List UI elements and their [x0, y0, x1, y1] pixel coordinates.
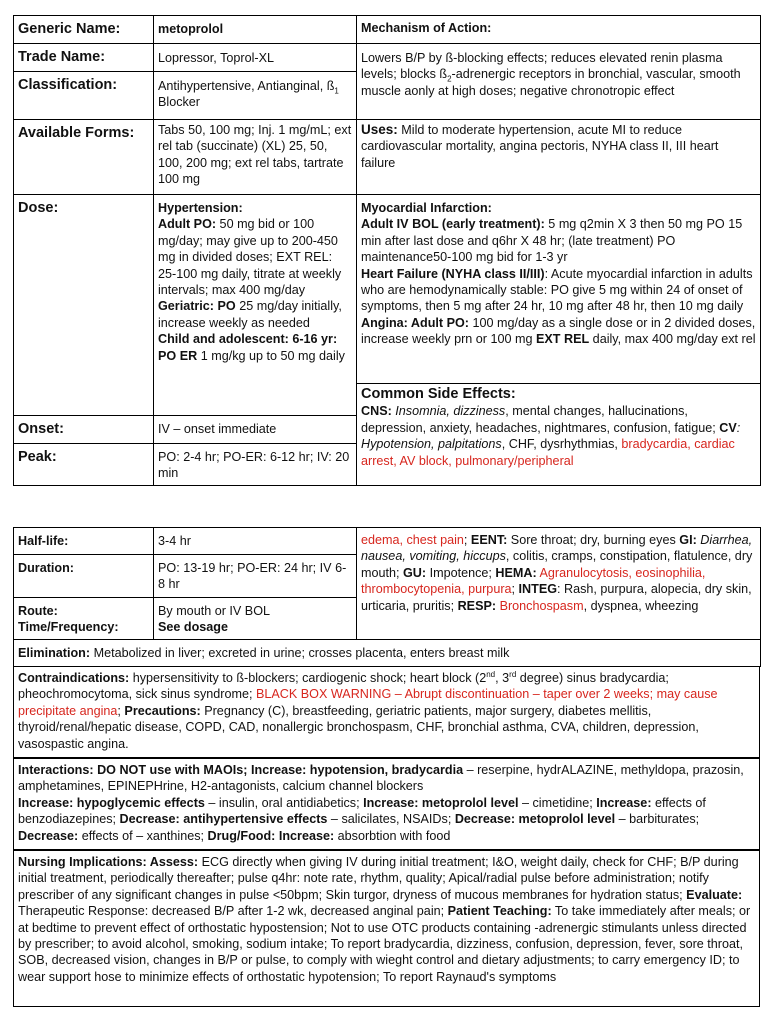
angina-label: Angina: Adult PO:: [361, 315, 469, 330]
angina-text-a: 100 mg/day as a single dose or in 2 divided doses, increase weekly prn or 100 mg: [361, 315, 756, 347]
mechanism-text: [357, 44, 761, 120]
interactions-text-3: – cimetidine;: [518, 795, 597, 810]
route-label: Route: Time/Frequency:: [14, 598, 154, 640]
adult-iv-label: Adult IV BOL (early treatment):: [361, 217, 545, 232]
contraindications-box: [13, 666, 760, 758]
cv-text: , CHF, dysrhythmias,: [501, 437, 622, 452]
generic-name-label: Generic Name:: [14, 16, 154, 44]
elimination-text: Metabolized in liver; excreted in urine; crosses placenta, enters breast milk: [90, 646, 510, 660]
sup-rd: rd: [509, 669, 517, 679]
interactions-label: Interactions: DO NOT use with MAOIs; Increase: hypotension, bradycardia: [18, 763, 464, 777]
uses-label: Uses:: [361, 122, 398, 137]
duration-value: PO: 13-19 hr; PO-ER: 24 hr; IV 6-8 hr: [154, 555, 357, 598]
mechanism-label: Mechanism of Action:: [357, 16, 761, 44]
available-forms-value: Tabs 50, 100 mg; Inj. 1 mg/mL; ext rel tab (succinate) (XL) 25, 50, 100, 200 mg; ext rel tabs, tartrate 100 mg: [154, 120, 357, 195]
interactions-label-4: Increase:: [596, 795, 652, 810]
contraindications-text-3: degree) sinus bradycardia; pheochromocytoma, sick sinus syndrome;: [18, 671, 669, 702]
common-side-effects-label: Common Side Effects:: [361, 386, 516, 402]
resp-red: Bronchospasm: [496, 598, 584, 613]
dose-child: [158, 331, 352, 364]
elimination-row: [14, 640, 761, 667]
classification-label: Classification:: [14, 72, 154, 120]
uses-text: Mild to moderate hypertension, acute MI to reduce cardiovascular mortality, angina pectoris, NYHA class II, III heart failure: [361, 123, 719, 170]
interactions-label-7: Decrease:: [18, 828, 79, 843]
black-box-warning: BLACK BOX WARNING – Abrupt discontinuation – taper over 2 weeks; may cause precipitate angina: [18, 687, 718, 718]
gu-text: Impotence;: [426, 565, 496, 580]
patient-teaching-text: To take immediately after meals; or at bedtime to prevent effect of orthostatic hypostension; Not to use OTC products containing -adrenergic stimulants unless directed by prescriber; to avoid alcohol, smoking, sodium intake; To report bradycardia, dizziness, confusion, depression, fever, sore throat, SOB, decreased vision, changes in B/P or pulse, to comply with wieght control and dietary adjustments; to carry emergency ID; to wear support hose to minimize effects of orthostatic hypotension; To report Raynaud's symptoms: [18, 904, 751, 984]
classification-sub: 1: [334, 86, 339, 96]
adult-iv-text: 5 mg q2min X 3 then 50 mg PO 15 min after last dose and q6hr X 48 hr; (late treatment) PO maintenance50-100 mg bid for 1-3 yr: [361, 217, 743, 265]
classification-text-b: Blocker: [158, 95, 200, 110]
precautions-label: Precautions:: [124, 703, 201, 718]
contraindications-text-1: hypersensitivity to ß-blockers; cardiogenic shock; heart block (2: [129, 671, 487, 685]
nursing-evaluate-label: Evaluate:: [686, 887, 743, 902]
interactions-text-1: – reserpine, hydrALAZINE, methyldopa, prazosin, amphetamines, EPINEPHrine, H2-antagonists, calcium channel blockers: [18, 763, 744, 794]
onset-value: IV – onset immediate: [154, 416, 357, 444]
interactions-label-2: Increase: hypoglycemic effects: [18, 795, 205, 810]
hypertension-heading: Hypertension:: [158, 201, 243, 215]
cns-label: CNS:: [361, 404, 392, 419]
dose-heart-failure: [361, 266, 756, 315]
classification-value: [154, 72, 357, 120]
dose-adult-po: [158, 216, 352, 298]
integ-text: : Rash, purpura, alopecia, dry skin, urticaria, pruritis;: [361, 582, 752, 613]
dose-left: [154, 195, 357, 416]
drug-card-middle: [13, 527, 761, 667]
adult-po-text: 50 mg bid or 100 mg/day; may give up to 200-450 mg in divided doses; EXT REL: 25-100 mg daily, titrate at weekly intervals; max 400 mg/day: [158, 217, 342, 298]
contraindications-label: Contraindications:: [18, 671, 130, 685]
trade-name-value: Lopressor, Toprol-XL: [154, 44, 357, 72]
drug-card-top: [13, 15, 761, 486]
resp-label: RESP:: [457, 598, 497, 613]
interactions-label-5: Decrease: antihypertensive effects: [119, 812, 328, 827]
common-side-effects-cell: [357, 384, 761, 486]
peak-label: Peak:: [14, 444, 154, 486]
integ-label: INTEG: [518, 582, 558, 597]
drug-food-text: absorbtion with food: [334, 828, 451, 843]
half-life-value: 3-4 hr: [154, 528, 357, 555]
gi-text: , colitis, cramps, constipation, flatulence, dry mouth;: [361, 549, 753, 580]
adult-po-label: Adult PO:: [158, 217, 217, 232]
resp-text: , dyspnea, wheezing: [583, 598, 699, 613]
hema-red: Agranulocytosis, eosinophilia, thrombocytopenia, purpura: [361, 565, 706, 597]
cns-italic: Insomnia, dizziness: [391, 404, 506, 419]
patient-teaching-label: Patient Teaching:: [447, 904, 552, 919]
available-forms-label: Available Forms:: [14, 120, 154, 195]
angina-text-b: daily, max 400 mg/day ext rel: [589, 332, 756, 347]
edema-red: edema, chest pain: [361, 533, 464, 547]
contraindications-sep: ;: [117, 703, 125, 718]
gu-label: GU:: [403, 565, 427, 580]
se-sep-1: ;: [463, 533, 471, 547]
duration-label: Duration:: [14, 555, 154, 598]
side-effects-continued: [357, 528, 761, 640]
sup-nd: nd: [486, 669, 496, 679]
interactions-label-3: Increase: metoprolol level: [363, 795, 519, 810]
elimination-label: Elimination:: [18, 646, 91, 660]
route-see-dosage: See dosage: [158, 620, 228, 635]
interactions-text-7: effects of – xanthines;: [78, 828, 208, 843]
contraindications-text-2: , 3: [495, 671, 510, 685]
hf-label: Heart Failure (NYHA class II/III): [361, 266, 545, 281]
hema-label: HEMA:: [495, 565, 537, 580]
interactions-box: [13, 758, 760, 850]
dose-right: [357, 195, 761, 384]
cns-text: , mental changes, hallucinations, depression, anxiety, headaches, nightmares, confusion, fatigue;: [361, 404, 720, 435]
dose-geriatric: [158, 298, 352, 331]
trade-name-label: Trade Name:: [14, 44, 154, 72]
gi-italic: Diarrhea, nausea, vomiting, hiccups: [361, 533, 753, 564]
dose-label: Dose:: [14, 195, 154, 416]
side-effects-text: [361, 404, 740, 467]
interactions-label-6: Decrease: metoprolol level: [454, 812, 616, 827]
dose-adult-iv: [361, 216, 756, 265]
hf-text: : Acute myocardial infarction in adults who are hemodynamically stable: PO give 5 mg within 24 of onset of symptoms, then 5 mg after 24 hr, 10 mg after 48 hr, then 10 mg daily: [361, 266, 753, 314]
onset-label: Onset:: [14, 416, 154, 444]
geriatric-label: Geriatric: PO: [158, 299, 236, 314]
uses-cell: [357, 120, 761, 195]
precautions-text: Pregnancy (C), breastfeeding, geriatric patients, major surgery, diabetes mellitis, thyroid/renal/hepatic disease, COPD, CAD, nonallergic bronchospasm, CHF, bronchial asthma, CVA, children, depression, vasospastic angina.: [18, 703, 699, 751]
route-value: [154, 598, 357, 640]
interactions-text-6: – barbiturates;: [615, 812, 700, 827]
mi-heading: Myocardial Infarction:: [361, 201, 492, 215]
drug-food-label: Drug/Food: Increase:: [207, 828, 335, 843]
peak-value: PO: 2-4 hr; PO-ER: 6-12 hr; IV: 20 min: [154, 444, 357, 486]
mechanism-text-a: Lowers B/P by ß-blocking effects; reduces elevated renin plasma levels; blocks ß: [361, 51, 723, 82]
cv-label: CV: [719, 420, 737, 435]
half-life-label: Half-life:: [14, 528, 154, 555]
angina-ext-rel: EXT REL: [536, 332, 590, 347]
mechanism-sub: 2: [447, 74, 452, 84]
nursing-implications-box: [13, 850, 760, 1007]
generic-name-value: metoprolol: [154, 16, 357, 44]
cv-red-text: bradycardia, cardiac arrest, AV block, pulmonary/peripheral: [361, 437, 735, 468]
child-text: 1 mg/kg up to 50 mg daily: [197, 348, 345, 363]
eent-label: EENT:: [470, 533, 508, 547]
geriatric-text: 25 mg/day initially, increase weekly as needed: [158, 299, 342, 330]
child-label: Child and adolescent: 6-16 yr: PO ER: [158, 332, 338, 363]
interactions-text-5: – salicilates, NSAIDs;: [327, 812, 455, 827]
eent-text: Sore throat; dry, burning eyes: [507, 533, 676, 547]
gi-label: GI:: [679, 533, 697, 547]
mechanism-text-b: -adrenergic receptors in bronchial, vascular, smooth muscle aonly at high doses; negative chronotropic effect: [361, 67, 741, 98]
classification-text-a: Antihypertensive, Antianginal, ß: [158, 79, 335, 93]
route-text: By mouth or IV BOL: [158, 604, 270, 618]
nursing-assess-label: Nursing Implications: Assess:: [18, 855, 199, 869]
nursing-evaluate-text: Therapeutic Response: decreased B/P after 1-2 wk, decreased anginal pain;: [18, 904, 448, 919]
interactions-text-4: effects of benzodiazepines;: [18, 795, 706, 827]
cv-italic: : Hypotension, palpitations: [361, 420, 741, 452]
interactions-text-2: – insulin, oral antidiabetics;: [204, 795, 364, 810]
se-sep-2: ;: [511, 582, 516, 597]
nursing-assess-text: ECG directly when giving IV during initial treatment; I&O, weight daily, check for CHF; B/P during initial treatment, periodically thereafter; pulse q4hr: note rate, rhythm, quality; Apical/radial pulse before administration; notify prescriber of any significant changes in pulse <50bpm; Skin turgor, dryness of mucous membranes for hydration status;: [18, 855, 739, 902]
dose-angina: [361, 315, 756, 348]
